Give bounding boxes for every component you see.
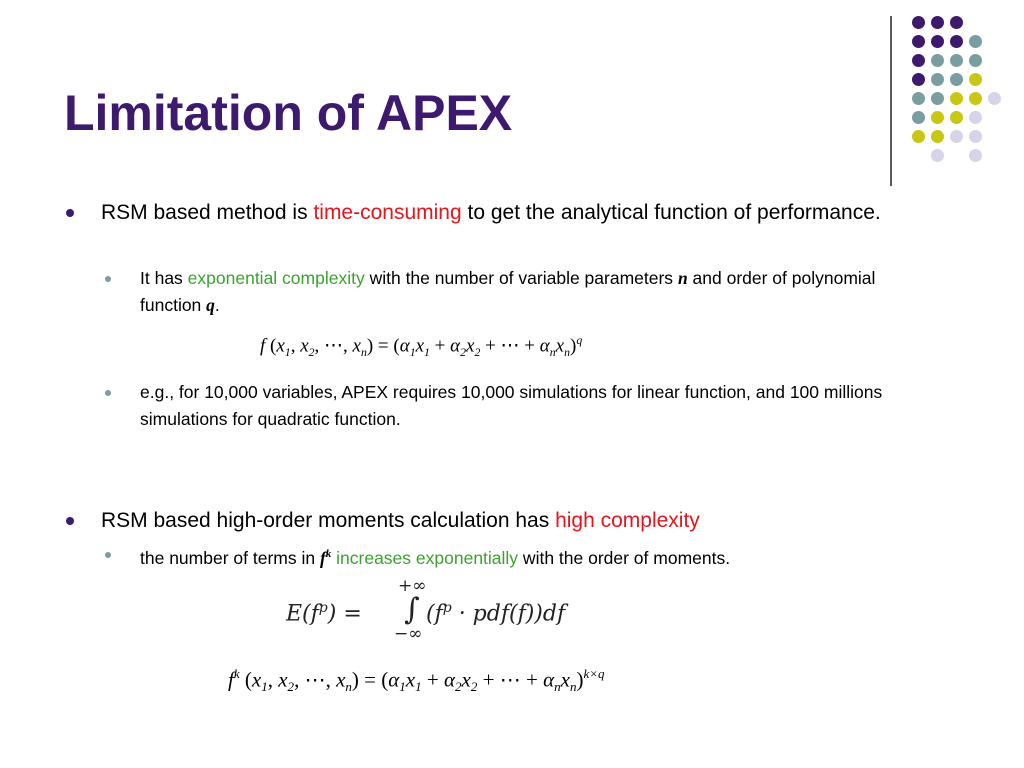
bullet-marker <box>66 209 74 217</box>
sub-text-mid2: and order of polynomial function <box>140 268 876 315</box>
deco-dot <box>950 16 963 29</box>
deco-dot <box>969 92 982 105</box>
equation-polynomial-power-k: $f^k$ ($x_1$, $x_2$, ⋯, $x_n) = (\alpha_1x_1 + \alpha_2x_2$ + ⋯ + $\alpha_nx_n)^{k\times q}$ <box>228 666 605 694</box>
deco-dot <box>912 16 925 29</box>
integral-lower-limit: −∞ <box>394 624 423 644</box>
integral-upper-limit: +∞ <box>398 576 427 596</box>
deco-dot <box>950 73 963 86</box>
equation-moment-integral <box>286 576 626 648</box>
deco-dot <box>931 92 944 105</box>
sub-highlight: exponential complexity <box>187 268 365 288</box>
bullet-1-sub-2-text: e.g., for 10,000 variables, APEX requires 10,000 simulations for linear function, and 100 millions simulations for quadratic function. <box>140 382 883 429</box>
deco-dot <box>912 73 925 86</box>
sub-text-pre: It has <box>140 268 188 288</box>
deco-dot <box>931 16 944 29</box>
bullet-1-text-pre: RSM based method is <box>101 201 314 224</box>
sub-bullet-marker <box>105 390 111 396</box>
bullet-1-text <box>101 197 911 228</box>
deco-dot <box>912 54 925 67</box>
slide-title: Limitation of APEX <box>64 85 513 141</box>
deco-dot <box>931 149 944 162</box>
bullet-2-sub-1-text <box>140 541 920 572</box>
integral-rhs: $(f^p \cdot pdf(f))df$ <box>426 600 566 627</box>
deco-dot <box>931 130 944 143</box>
deco-dot <box>931 54 944 67</box>
deco-dot <box>931 35 944 48</box>
deco-dot <box>912 130 925 143</box>
var-k: k <box>325 548 332 560</box>
bullet-marker <box>66 517 74 525</box>
var-f: f <box>319 547 326 568</box>
deco-dot <box>950 54 963 67</box>
deco-dot <box>912 35 925 48</box>
deco-dot <box>969 73 982 86</box>
bullet-1-highlight: time-consuming <box>313 201 462 224</box>
var-n: n <box>677 268 688 288</box>
deco-dot <box>969 111 982 124</box>
sub-highlight: increases exponentially <box>331 547 519 568</box>
deco-dot <box>950 92 963 105</box>
deco-dot <box>988 92 1001 105</box>
integral-lhs: $E(f^p)$ = <box>286 600 362 627</box>
deco-dot <box>969 149 982 162</box>
deco-dot <box>912 92 925 105</box>
integral-sign: ∫ <box>404 592 420 627</box>
bullet-2-highlight: high complexity <box>555 509 700 532</box>
sub-bullet-marker <box>105 552 111 558</box>
deco-dot <box>931 111 944 124</box>
sub-text-post: . <box>214 295 220 315</box>
deco-dot <box>969 130 982 143</box>
deco-dot <box>969 54 982 67</box>
bullet-2-text <box>101 505 911 536</box>
deco-dot <box>912 111 925 124</box>
sub-text-mid: with the number of variable parameters <box>364 268 678 288</box>
bullet-1-sub-1-text <box>140 265 920 319</box>
deco-dot <box>950 111 963 124</box>
var-q: q <box>206 295 215 315</box>
deco-dot <box>950 130 963 143</box>
equation-polynomial: f ($x_1$, $x_2$, ⋯, $x_n) = (\alpha_1x_1 + \alpha_2x_2$ + ⋯ + $\alpha_nx_n)^q$ <box>260 334 583 359</box>
deco-dot <box>950 35 963 48</box>
sub-bullet-marker <box>105 276 111 282</box>
deco-dot <box>931 73 944 86</box>
deco-dot <box>969 35 982 48</box>
bullet-2-text-pre: RSM based high-order moments calculation has <box>101 509 556 532</box>
divider-line <box>890 16 892 186</box>
sub-text-post: with the order of moments. <box>518 547 731 568</box>
sub-text-pre: the number of terms in <box>140 547 320 568</box>
bullet-1-text-post: to get the analytical function of performance. <box>461 201 881 224</box>
